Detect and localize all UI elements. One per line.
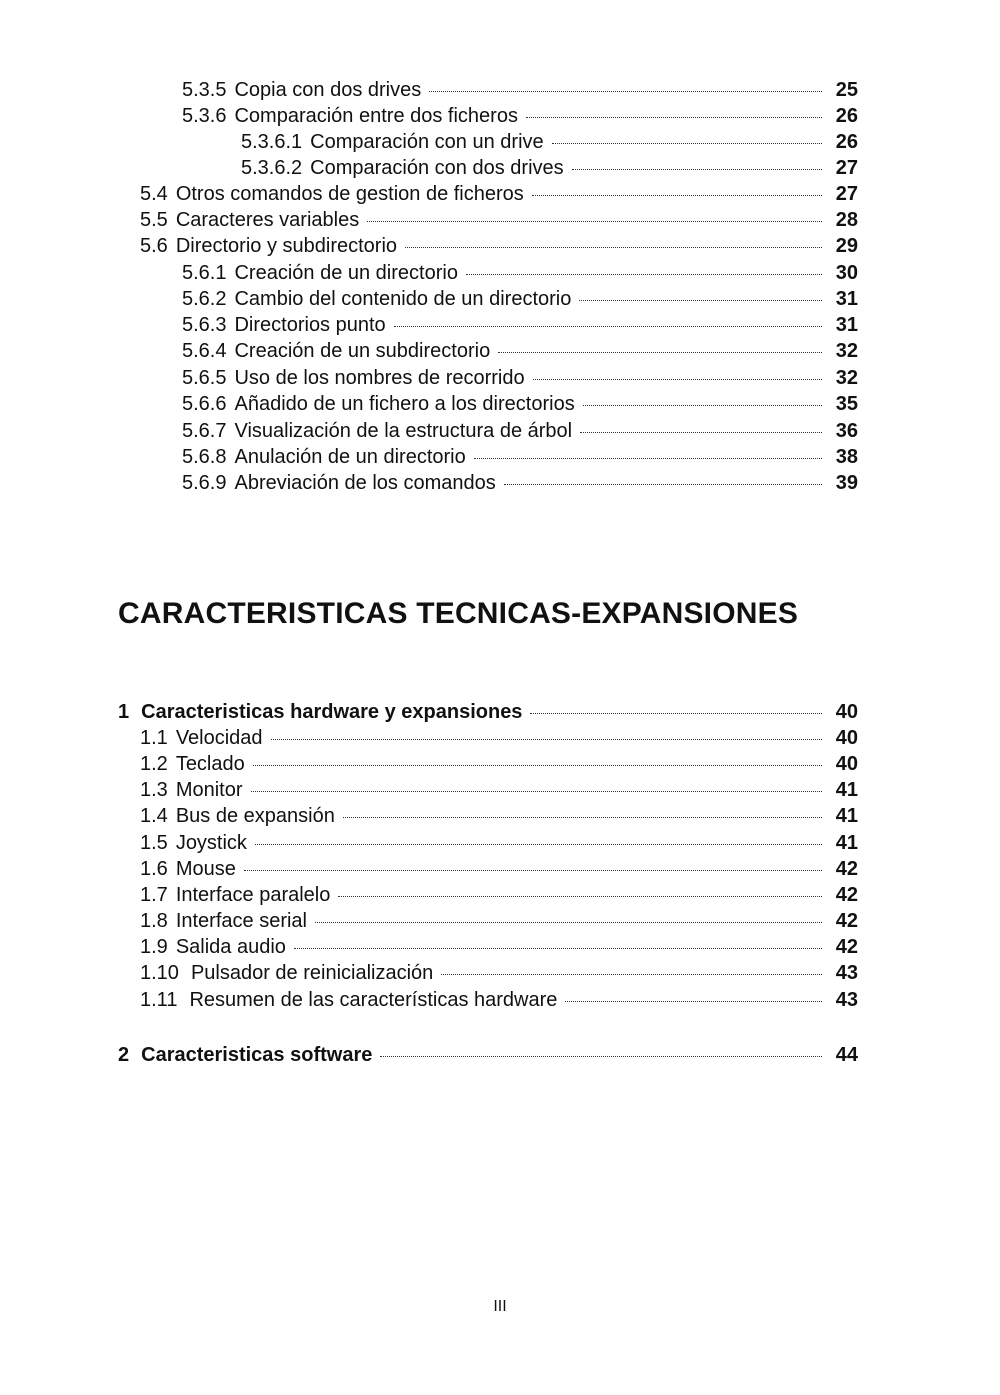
- dot-leader: [405, 247, 822, 248]
- toc-entry: [182, 77, 858, 103]
- toc-entry-number: 1.2: [140, 753, 168, 775]
- toc-entry: [241, 129, 858, 155]
- toc-entry-number: 5.6.9: [182, 472, 227, 494]
- toc-entry-page: 43: [835, 989, 858, 1011]
- toc-entry-title: Directorios punto: [234, 314, 386, 336]
- toc-entry-title: Teclado: [175, 753, 245, 775]
- toc-entry: [140, 725, 858, 751]
- toc-entry-title: Comparación entre dos ficheros: [234, 105, 518, 127]
- toc-entry-page: 39: [835, 472, 858, 494]
- dot-leader: [526, 117, 822, 118]
- toc-entry-number: 5.6.4: [182, 340, 227, 362]
- dot-leader: [271, 739, 822, 740]
- dot-leader: [565, 1001, 822, 1002]
- toc-entry-title: Caracteres variables: [175, 209, 360, 231]
- toc-entry-number: 5.3.5: [182, 79, 227, 101]
- dot-leader: [533, 379, 822, 380]
- toc-chapter-entry: [118, 699, 858, 725]
- toc-entry: [182, 286, 858, 312]
- toc-entry-number: 5.6.2: [182, 288, 227, 310]
- toc-entry-page: 27: [835, 183, 858, 205]
- toc-entry: [140, 934, 858, 960]
- toc-entry-page: 42: [835, 884, 858, 906]
- toc-entry-number: 5.4: [140, 183, 168, 205]
- toc-entry: [140, 233, 858, 259]
- toc-entry-title: Pulsador de reinicialización: [190, 962, 434, 984]
- toc-entry-title: Añadido de un fichero a los directorios: [234, 393, 575, 415]
- toc-entry-number: 5.6.3: [182, 314, 227, 336]
- toc-entry-page: 41: [835, 832, 858, 854]
- toc-entry-title: Directorio y subdirectorio: [175, 235, 398, 257]
- toc-entry-number: 5.3.6.2: [241, 157, 303, 179]
- dot-leader: [380, 1056, 822, 1057]
- toc-entry-page: 32: [835, 340, 858, 362]
- toc-entry-title: Monitor: [175, 779, 243, 801]
- dot-leader: [255, 844, 822, 845]
- toc-entry: [182, 260, 858, 286]
- dot-leader: [253, 765, 822, 766]
- toc-chapter-entry: [118, 1042, 858, 1068]
- toc-entry: [182, 103, 858, 129]
- dot-leader: [429, 91, 822, 92]
- toc-entry-number: 5.3.6: [182, 105, 227, 127]
- dot-leader: [244, 870, 822, 871]
- toc-entry-title: Mouse: [175, 858, 236, 880]
- dot-leader: [251, 791, 822, 792]
- toc-entry-title: Otros comandos de gestion de ficheros: [175, 183, 524, 205]
- toc-entry-number: 1.3: [140, 779, 168, 801]
- toc-entry-page: 41: [835, 805, 858, 827]
- toc-entry-number: 1.7: [140, 884, 168, 906]
- toc-entry: [182, 312, 858, 338]
- toc-entry-number: 5.6.1: [182, 262, 227, 284]
- toc-entry-page: 42: [835, 910, 858, 932]
- toc-entry-page: 27: [835, 157, 858, 179]
- toc-entry-page: 41: [835, 779, 858, 801]
- toc-entry-page: 43: [835, 962, 858, 984]
- toc-entry: [140, 830, 858, 856]
- toc-entry: [182, 365, 858, 391]
- toc-entry-number: 5.6.7: [182, 420, 227, 442]
- toc-entry-page: 31: [835, 314, 858, 336]
- toc-entry-title: Copia con dos drives: [234, 79, 422, 101]
- dot-leader: [532, 195, 822, 196]
- toc-entry-number: 1.4: [140, 805, 168, 827]
- toc-entry-page: 29: [835, 235, 858, 257]
- dot-leader: [504, 484, 822, 485]
- toc-entry: [140, 882, 858, 908]
- toc-entry-page: 31: [835, 288, 858, 310]
- toc-entry-page: 40: [835, 753, 858, 775]
- dot-leader: [530, 713, 822, 714]
- toc-entry-number: 5.3.6.1: [241, 131, 303, 153]
- toc-entry-title: Interface paralelo: [175, 884, 331, 906]
- toc-entry: [140, 856, 858, 882]
- toc-entry-page: 35: [835, 393, 858, 415]
- toc-entry-title: Cambio del contenido de un directorio: [234, 288, 572, 310]
- toc-entry-title: Uso de los nombres de recorrido: [234, 367, 525, 389]
- toc-entry-number: 5.5: [140, 209, 168, 231]
- toc-entry-title: Resumen de las características hardware: [189, 989, 558, 1011]
- toc-entry: [140, 803, 858, 829]
- toc-entry: [140, 751, 858, 777]
- toc-entry-number: 1: [118, 701, 130, 723]
- toc-entry-number: 5.6.6: [182, 393, 227, 415]
- dot-leader: [580, 432, 822, 433]
- toc-entry: [182, 444, 858, 470]
- toc-entry: [140, 987, 858, 1013]
- toc-entry-title: Creación de un directorio: [234, 262, 458, 284]
- dot-leader: [315, 922, 822, 923]
- toc-entry-number: 1.5: [140, 832, 168, 854]
- toc-entry-title: Caracteristicas software: [141, 1044, 373, 1066]
- dot-leader: [572, 169, 822, 170]
- toc-entry-title: Creación de un subdirectorio: [234, 340, 491, 362]
- dot-leader: [579, 300, 822, 301]
- toc-entry: [140, 908, 858, 934]
- dot-leader: [394, 326, 822, 327]
- toc-entry-number: 1.6: [140, 858, 168, 880]
- toc-entry-title: Caracteristicas hardware y expansiones: [141, 701, 523, 723]
- toc-entry-page: 36: [835, 420, 858, 442]
- toc-entry-page: 44: [835, 1044, 858, 1066]
- toc-entry: [140, 207, 858, 233]
- toc-entry-page: 25: [835, 79, 858, 101]
- toc-entry: [140, 777, 858, 803]
- toc-entry-page: 32: [835, 367, 858, 389]
- dot-leader: [583, 405, 822, 406]
- dot-leader: [338, 896, 822, 897]
- toc-entry-page: 26: [835, 105, 858, 127]
- toc-entry: [182, 338, 858, 364]
- dot-leader: [367, 221, 822, 222]
- page-number: III: [493, 1298, 507, 1315]
- toc-entry-page: 38: [835, 446, 858, 468]
- toc-entry: [140, 181, 858, 207]
- toc-entry-title: Salida audio: [175, 936, 286, 958]
- dot-leader: [441, 974, 822, 975]
- dot-leader: [552, 143, 822, 144]
- toc-entry: [182, 391, 858, 417]
- dot-leader: [498, 352, 822, 353]
- toc-entry-title: Comparación con un drive: [310, 131, 544, 153]
- toc-entry-page: 28: [835, 209, 858, 231]
- toc-entry-number: 1.11: [140, 989, 178, 1011]
- dot-leader: [474, 458, 822, 459]
- toc-entry-number: 1.1: [140, 727, 168, 749]
- toc-entry-title: Visualización de la estructura de árbol: [234, 420, 573, 442]
- toc-entry-number: 2: [118, 1044, 130, 1066]
- toc-entry-number: 1.8: [140, 910, 168, 932]
- toc-entry: [241, 155, 858, 181]
- toc-entry-page: 42: [835, 936, 858, 958]
- toc-entry-title: Anulación de un directorio: [234, 446, 466, 468]
- dot-leader: [294, 948, 822, 949]
- toc-entry: [182, 470, 858, 496]
- toc-entry: [182, 418, 858, 444]
- toc-entry-title: Abreviación de los comandos: [234, 472, 496, 494]
- section-heading: CARACTERISTICAS TECNICAS-EXPANSIONES: [118, 597, 799, 630]
- toc-entry-page: 40: [835, 701, 858, 723]
- toc-entry-number: 1.9: [140, 936, 168, 958]
- toc-entry-page: 40: [835, 727, 858, 749]
- toc-entry-title: Comparación con dos drives: [310, 157, 564, 179]
- toc-entry-title: Velocidad: [175, 727, 263, 749]
- toc-entry-number: 5.6: [140, 235, 168, 257]
- toc-entry-page: 42: [835, 858, 858, 880]
- toc-entry: [140, 960, 858, 986]
- dot-leader: [466, 274, 822, 275]
- toc-entry-title: Bus de expansión: [175, 805, 335, 827]
- toc-entry-page: 30: [835, 262, 858, 284]
- toc-entry-page: 26: [835, 131, 858, 153]
- toc-entry-title: Interface serial: [175, 910, 307, 932]
- toc-entry-number: 5.6.5: [182, 367, 227, 389]
- toc-entry-number: 1.10: [140, 962, 179, 984]
- toc-entry-number: 5.6.8: [182, 446, 227, 468]
- toc-entry-title: Joystick: [175, 832, 247, 854]
- dot-leader: [343, 817, 822, 818]
